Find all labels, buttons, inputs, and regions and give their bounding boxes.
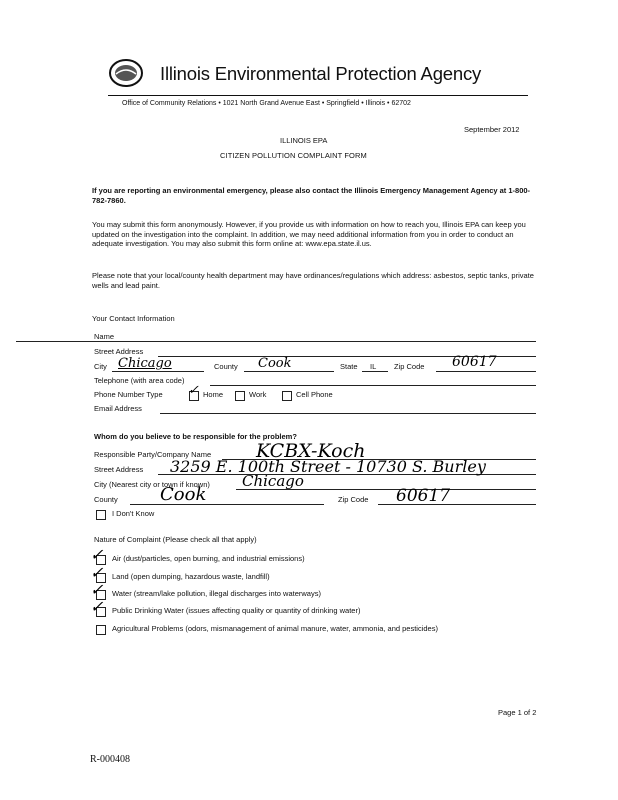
dont-know-checkbox[interactable] bbox=[96, 510, 106, 520]
responsible-party-value: KCBX-Koch bbox=[256, 440, 366, 462]
drinking-water-label: Public Drinking Water (issues affecting quality or quantity of drinking water) bbox=[112, 606, 361, 615]
phone-work-label: Work bbox=[249, 390, 267, 399]
water-label: Water (stream/lake pollution, illegal discharges into waterways) bbox=[112, 589, 321, 598]
phone-work-checkbox[interactable] bbox=[235, 391, 245, 401]
intro-anonymous-notice: You may submit this form anonymously. However, if you provide us with information on how to reach you, Illinois EPA can keep you updated on the investigation into the complaint. In addition, we may need additional information from you in order to conduct an adequate investigation. You may also submit this form online at: www.epa.state.il.us. bbox=[92, 220, 526, 248]
land-label: Land (open dumping, hazardous waste, landfill) bbox=[112, 572, 270, 581]
contact-state-field[interactable] bbox=[362, 371, 388, 372]
contact-state-value: IL bbox=[370, 362, 377, 371]
phone-home-label: Home bbox=[203, 390, 224, 399]
contact-street-label: Street Address bbox=[94, 347, 144, 356]
responsible-section-title: Whom do you believe to be responsible for the problem? bbox=[94, 432, 297, 441]
responsible-street-label: Street Address bbox=[94, 465, 144, 474]
agency-address: Office of Community Relations • 1021 North Grand Avenue East • Springfield • Illinois • 62702 bbox=[122, 100, 411, 107]
responsible-city-label: City (Nearest city or town if known) bbox=[94, 480, 210, 489]
phone-cell-checkbox[interactable] bbox=[282, 391, 292, 401]
form-date: September 2012 bbox=[464, 125, 520, 134]
bates-number: R-000408 bbox=[90, 754, 130, 765]
form-title: CITIZEN POLLUTION COMPLAINT FORM bbox=[220, 151, 367, 160]
agency-name: Illinois Environmental Protection Agency bbox=[160, 63, 482, 84]
responsible-county-value: Cook bbox=[160, 484, 207, 505]
agricultural-checkbox[interactable] bbox=[96, 625, 106, 635]
org-name: ILLINOIS EPA bbox=[280, 136, 328, 145]
contact-county-field[interactable] bbox=[244, 371, 334, 372]
responsible-party-label: Responsible Party/Company Name bbox=[94, 450, 212, 459]
contact-name-field[interactable] bbox=[16, 341, 536, 342]
contact-city-label: City bbox=[94, 362, 107, 371]
contact-name-label: Name bbox=[94, 332, 115, 341]
water-checkmark-icon: ✓ bbox=[90, 580, 104, 599]
phone-home-checkmark-icon: ✓ bbox=[188, 383, 199, 398]
air-checkmark-icon: ✓ bbox=[90, 545, 104, 564]
agricultural-label: Agricultural Problems (odors, mismanagement of animal manure, water, ammonia, and pesticides) bbox=[112, 624, 438, 633]
land-checkmark-icon: ✓ bbox=[90, 563, 104, 582]
contact-county-value: Cook bbox=[258, 356, 292, 371]
contact-city-field[interactable] bbox=[112, 371, 204, 372]
contact-zip-label: Zip Code bbox=[394, 362, 425, 371]
contact-section-title: Your Contact Information bbox=[92, 314, 175, 323]
responsible-county-label: County bbox=[94, 495, 118, 504]
contact-zip-value: 60617 bbox=[452, 354, 497, 370]
responsible-street-value: 3259 E. 100th Street - 10730 S. Burley bbox=[170, 457, 486, 476]
page-number: Page 1 of 2 bbox=[498, 708, 537, 717]
drinking-water-checkmark-icon: ✓ bbox=[90, 597, 104, 616]
contact-county-label: County bbox=[214, 362, 238, 371]
dont-know-label: I Don't Know bbox=[112, 509, 155, 518]
contact-email-label: Email Address bbox=[94, 404, 142, 413]
contact-city-value: Chicago bbox=[118, 356, 172, 371]
intro-health-dept-notice: Please note that your local/county health department may have ordinances/regulations which address: asbestos, septic tanks, private wells and lead paint. bbox=[92, 271, 534, 290]
responsible-city-value: Chicago bbox=[242, 472, 304, 490]
nature-section-title: Nature of Complaint (Please check all that apply) bbox=[94, 535, 257, 544]
intro-emergency-notice: If you are reporting an environmental emergency, please also contact the Illinois Emergency Management Agency at 1-800-782-7860. bbox=[92, 186, 531, 205]
contact-email-field[interactable] bbox=[160, 413, 536, 414]
air-label: Air (dust/particles, open burning, and industrial emissions) bbox=[112, 554, 305, 563]
responsible-zip-label: Zip Code bbox=[338, 495, 369, 504]
contact-state-label: State bbox=[340, 362, 358, 371]
agency-seal-logo bbox=[108, 58, 144, 88]
contact-zip-field[interactable] bbox=[436, 371, 536, 372]
contact-phone-type-label: Phone Number Type bbox=[94, 390, 163, 399]
responsible-zip-value: 60617 bbox=[396, 486, 451, 506]
contact-phone-label: Telephone (with area code) bbox=[94, 376, 185, 385]
contact-phone-field[interactable] bbox=[210, 385, 536, 386]
phone-cell-label: Cell Phone bbox=[296, 390, 333, 399]
